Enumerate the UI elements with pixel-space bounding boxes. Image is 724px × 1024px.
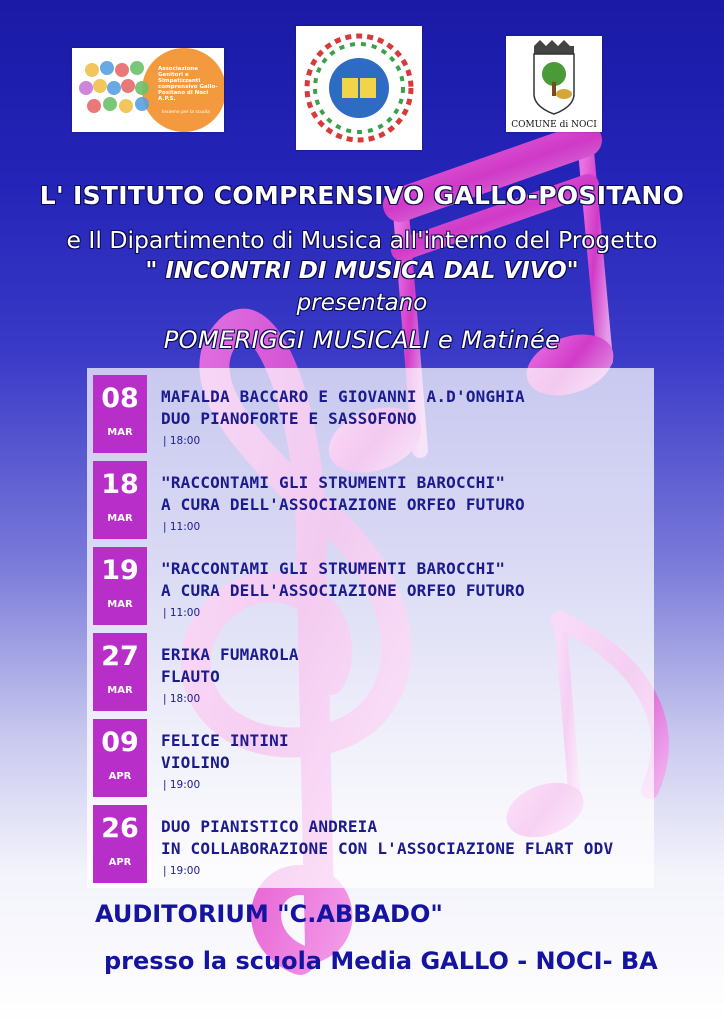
- comune-di-noci-logo: COMUNE di NOCI: [506, 36, 602, 132]
- event-month: MAR: [107, 427, 133, 438]
- event-item: [93, 375, 653, 453]
- event-item: [93, 633, 653, 711]
- event-description: DUO PIANOFORTE E SASSOFONO: [161, 409, 417, 428]
- venue-address: presso la scuola Media GALLO - NOCI- BA: [104, 947, 658, 975]
- event-day: 08: [101, 383, 139, 414]
- event-time: | 18:00: [163, 693, 201, 705]
- event-month: MAR: [107, 599, 133, 610]
- event-performers: "RACCONTAMI GLI STRUMENTI BAROCCHI": [161, 559, 506, 578]
- event-description: VIOLINO: [161, 753, 230, 772]
- date-badge: [93, 805, 147, 883]
- school-logo: [296, 26, 422, 150]
- date-badge: [93, 633, 147, 711]
- header-project-name: " INCONTRI DI MUSICA DAL VIVO": [145, 258, 579, 284]
- venue-name: AUDITORIUM "C.ABBADO": [95, 900, 443, 928]
- event-month: MAR: [107, 513, 133, 524]
- event-time: | 11:00: [163, 521, 201, 533]
- event-item: [93, 719, 653, 797]
- event-month: APR: [108, 857, 132, 868]
- event-time: | 19:00: [163, 865, 201, 877]
- header-event-title: POMERIGGI MUSICALI e Matinée: [163, 326, 561, 354]
- association-logo: Associazione Genitori e Simpatizzanti comprensivo Gallo- Positano di Noci A.P.S. Insieme per la scuola: [72, 48, 224, 132]
- event-item: [93, 805, 653, 883]
- header-school-name: L' ISTITUTO COMPRENSIVO GALLO-POSITANO: [39, 181, 685, 210]
- event-description: A CURA DELL'ASSOCIAZIONE ORFEO FUTURO: [161, 581, 525, 600]
- event-performers: "RACCONTAMI GLI STRUMENTI BAROCCHI": [161, 473, 506, 492]
- date-badge: [93, 461, 147, 539]
- event-item: [93, 547, 653, 625]
- date-badge: [93, 547, 147, 625]
- event-time: | 11:00: [163, 607, 201, 619]
- event-day: 26: [101, 813, 139, 844]
- event-day: 09: [101, 727, 139, 758]
- event-description: IN COLLABORAZIONE CON L'ASSOCIAZIONE FLART ODV: [161, 839, 614, 858]
- event-performers: FELICE INTINI: [161, 731, 289, 750]
- event-day: 18: [101, 469, 139, 500]
- event-item: [93, 461, 653, 539]
- event-month: MAR: [107, 685, 133, 696]
- event-day: 27: [101, 641, 139, 672]
- event-performers: DUO PIANISTICO ANDREIA: [161, 817, 378, 836]
- event-month: APR: [108, 771, 132, 782]
- date-badge: [93, 719, 147, 797]
- event-description: FLAUTO: [161, 667, 220, 686]
- event-description: A CURA DELL'ASSOCIAZIONE ORFEO FUTURO: [161, 495, 525, 514]
- event-performers: MAFALDA BACCARO E GIOVANNI A.D'ONGHIA: [161, 387, 525, 406]
- header-department: e Il Dipartimento di Musica all'interno del Progetto: [66, 226, 658, 254]
- event-day: 19: [101, 555, 139, 586]
- header-present: presentano: [296, 290, 428, 316]
- event-time: | 19:00: [163, 779, 201, 791]
- event-time: | 18:00: [163, 435, 201, 447]
- date-badge: [93, 375, 147, 453]
- event-performers: ERIKA FUMAROLA: [161, 645, 299, 664]
